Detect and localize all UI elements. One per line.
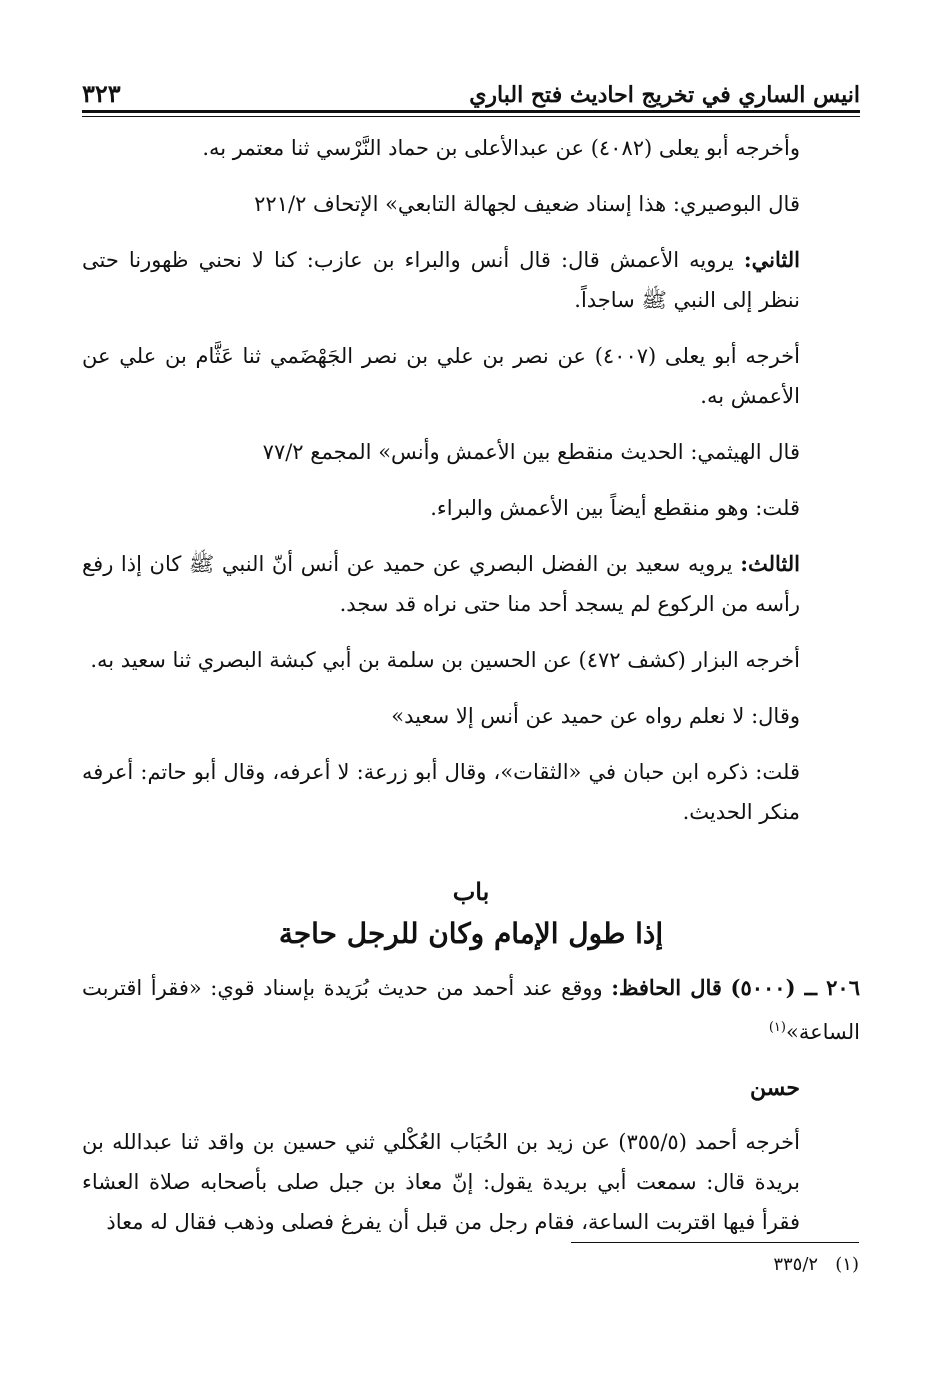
paragraph-4: أخرجه أبو يعلى (٤٠٠٧) عن نصر بن علي بن نصر الجَهْضَمي ثنا عَثَّام بن علي عن الأعمش به. (82, 344, 800, 408)
hadith-grade: حسن (750, 1075, 800, 1101)
hadith-text: ووقع عند أحمد من حديث بُرَيدة بإسناد قوي: «فقرأ اقتربت الساعة» (82, 976, 860, 1044)
footnote-marker: (١) (835, 1254, 859, 1275)
footnote-text: ٣٣٥/٢ (773, 1254, 819, 1275)
chapter-title: إذا طول الإمام وكان للرجل حاجة (278, 917, 664, 950)
paragraph-1: وأخرجه أبو يعلى (٤٠٨٢) عن عبدالأعلى بن حماد النَّرْسي ثنا معتمر به. (202, 136, 800, 160)
footnote-ref: (١) (768, 1020, 786, 1035)
paragraph-lead: الثالث: (740, 551, 800, 576)
paragraph-10: قلت: ذكره ابن حبان في «الثقات»، وقال أبو زرعة: لا أعرفه، وقال أبو حاتم: أعرفه منكر الحديث. (82, 760, 800, 824)
page-body (82, 128, 860, 1258)
hadith-lead: قال الحافظ: (611, 975, 722, 1000)
paragraph-5: قال الهيثمي: الحديث منقطع بين الأعمش وأنس» المجمع ٧٧/٢ (262, 440, 800, 464)
paragraph-9: وقال: لا نعلم رواه عن حميد عن أنس إلا سعيد» (391, 704, 800, 728)
chapter-label: باب (452, 877, 490, 906)
paragraph-2: قال البوصيري: هذا إسناد ضعيف لجهالة التابعي» الإتحاف ٢٢١/٢ (254, 192, 800, 216)
footnote (773, 1252, 859, 1278)
paragraph-3: الثاني: يرويه الأعمش قال: قال أنس والبراء بن عازب: كنا لا نحني ظهورنا حتى ننظر إلى النبي ﷺ ساجداً. (82, 247, 800, 312)
header-rule-thin (82, 116, 860, 117)
chapter-heading (82, 872, 860, 956)
hadith-entry (82, 968, 860, 1052)
page-number: ٣٢٣ (82, 79, 121, 108)
header-rule-thick (82, 110, 860, 113)
paragraph-7: الثالث: يرويه سعيد بن الفضل البصري عن حميد عن أنس أنّ النبي ﷺ كان إذا رفع رأسه من الركوع لم يسجد أحد منا حتى نراه قد سجد. (82, 551, 800, 616)
page-header (82, 70, 860, 108)
paragraph-6: قلت: وهو منقطع أيضاً بين الأعمش والبراء. (430, 496, 800, 520)
final-paragraph: أخرجه أحمد (٣٥٥/٥) عن زيد بن الحُبَاب العُكْلي ثني حسين بن واقد ثنا عبدالله بن بريدة قال: سمعت أبي بريدة يقول: إنّ معاذ بن جبل صلى بأصحابه صلاة العشاء فقرأ فيها اقتربت الساعة، فقام رجل من قبل أن يفرغ فصلى وذهب فقال له معاذ (82, 1130, 801, 1234)
running-title: انيس الساري في تخريج احاديث فتح الباري (469, 82, 860, 108)
hadith-number: ٢٠٦ ــ (٥٠٠٠) (730, 975, 860, 1000)
paragraph-8: أخرجه البزار (كشف ٤٧٢) عن الحسين بن سلمة بن أبي كبشة البصري ثنا سعيد به. (90, 648, 800, 672)
paragraph-lead: الثاني: (743, 247, 800, 272)
footnote-rule (571, 1242, 859, 1243)
